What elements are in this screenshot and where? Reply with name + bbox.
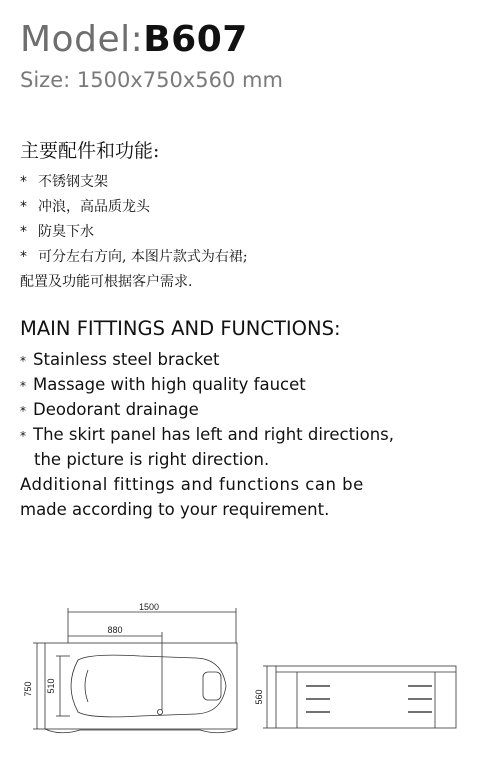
model-label: Model: <box>20 19 144 60</box>
tub-skirt-edge <box>45 729 237 733</box>
cn-item-bracket <box>20 172 108 192</box>
cn-item-drainage <box>20 222 94 242</box>
model-value: B607 <box>143 19 248 60</box>
tub-inner-curve <box>85 670 88 702</box>
skirt-panel-outline <box>276 666 456 728</box>
cn-item-skirt <box>20 247 248 267</box>
front-view-drawing <box>254 666 456 728</box>
tub-headrest <box>203 672 221 700</box>
dim-label-880: 880 <box>107 625 123 635</box>
en-item-text: The skirt panel has left and right directions, <box>33 425 395 444</box>
en-item-bracket <box>20 349 220 372</box>
cn-tail: 配置及功能可根据客户需求. <box>20 274 193 290</box>
bullet-star: * <box>20 429 26 443</box>
cn-heading: 主要配件和功能: <box>20 140 160 162</box>
en-item-faucet <box>20 374 306 397</box>
bullet-star: * <box>20 224 27 240</box>
en-item-text: Stainless steel bracket <box>33 350 220 369</box>
cn-item-faucet <box>20 197 150 217</box>
drain-circle <box>157 709 162 714</box>
dim-label-750: 750 <box>23 681 33 697</box>
en-tail-line1: Additional fittings and functions can be <box>20 475 364 494</box>
en-item-drainage <box>20 399 199 422</box>
bullet-star: * <box>20 354 26 368</box>
bullet-star: * <box>20 379 26 393</box>
cn-item-text: 防臭下水 <box>38 224 94 240</box>
bullet-star: * <box>20 249 27 265</box>
model-title <box>20 18 248 62</box>
top-view-drawing <box>23 602 237 733</box>
dim-label-560: 560 <box>254 689 264 705</box>
en-item-text: Deodorant drainage <box>33 400 199 419</box>
dim-label-510: 510 <box>46 678 56 694</box>
en-item-skirt-cont: the picture is right direction. <box>34 450 270 469</box>
cn-item-text: 冲浪，高品质龙头 <box>38 199 150 215</box>
size-spec: Size: 1500x750x560 mm <box>20 68 283 92</box>
cn-item-text: 可分左右方向, 本图片款式为右裙; <box>38 249 248 265</box>
en-item-skirt <box>20 424 394 447</box>
bullet-star: * <box>20 174 27 190</box>
en-item-text: Massage with high quality faucet <box>33 375 306 394</box>
bullet-star: * <box>20 404 26 418</box>
bullet-star: * <box>20 199 27 215</box>
cn-item-text: 不锈钢支架 <box>38 174 108 190</box>
dim-label-1500: 1500 <box>138 602 160 612</box>
en-heading: MAIN FITTINGS AND FUNCTIONS: <box>20 317 341 340</box>
en-tail-line2: made according to your requirement. <box>20 500 330 519</box>
technical-drawings <box>0 600 497 757</box>
skirt-slots <box>306 686 432 712</box>
